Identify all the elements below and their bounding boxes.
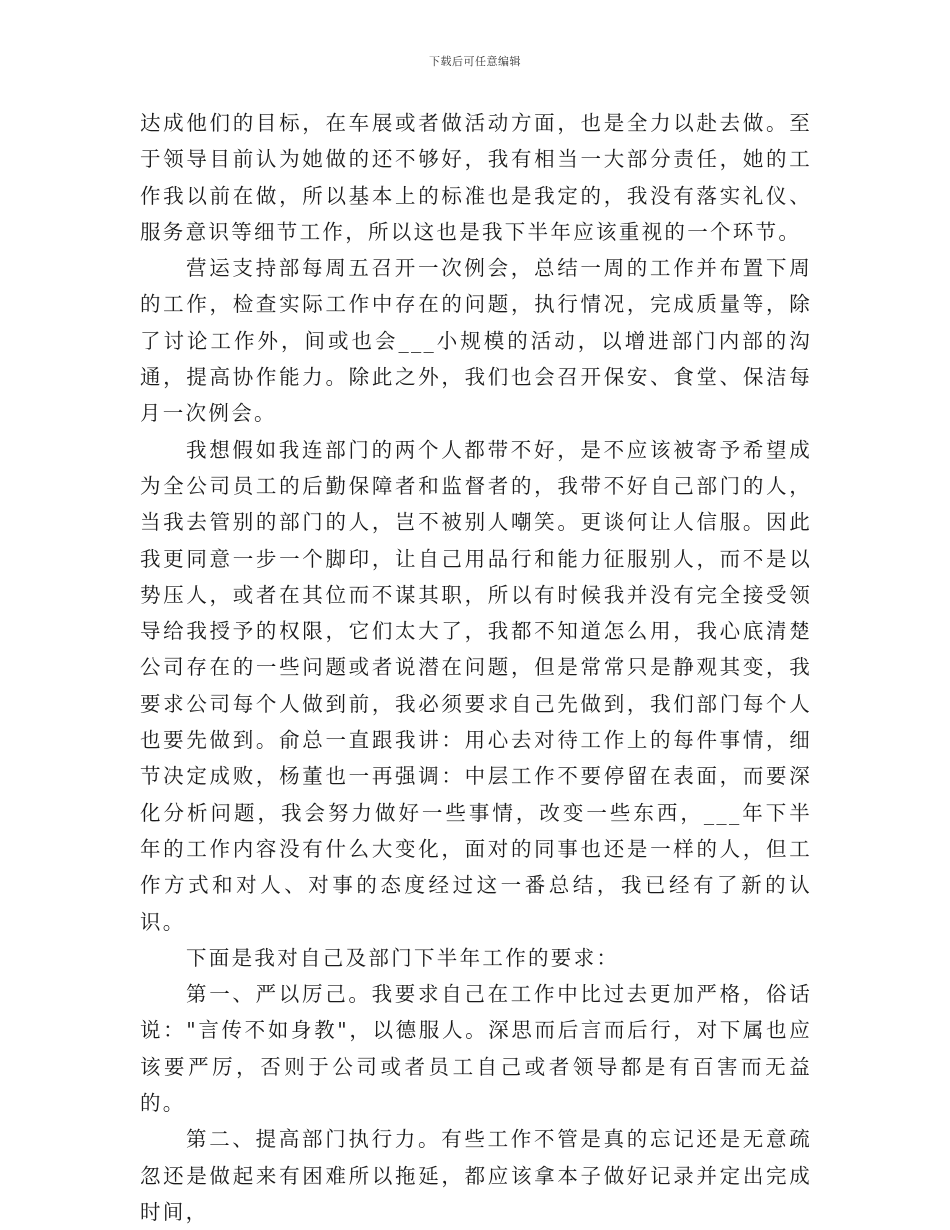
paragraph-5: 第一、严以厉己。我要求自己在工作中比过去更加严格，俗话说："言传不如身教"，以德服人。深思而后言而后行，对下属也应该要严厉，否则于公司或者员工自己或者领导都是有百害而无益的。 — [140, 982, 812, 1116]
page-header: 下载后可任意编辑 — [429, 55, 521, 68]
paragraph-6: 第二、提高部门执行力。有些工作不管是真的忘记还是无意疏忽还是做起来有困难所以拖延，都应该拿本子做好记录并定出完成时间， — [140, 1127, 812, 1224]
paragraph-3: 我想假如我连部门的两个人都带不好，是不应该被寄予希望成为全公司员工的后勤保障者和监督者的，我带不好自己部门的人，当我去管别的部门的人，岂不被别人嘲笑。更谈何让人信服。因此我更同意一步一个脚印，让自己用品行和能力征服别人，而不是以势压人，或者在其位而不谋其职，所以有时候我并没有完全接受领导给我授予的权限，它们太大了，我都不知道怎么用，我心底清楚公司存在的一些问题或者说潜在问题，但是常常只是静观其变，我要求公司每个人做到前，我必须要求自己先做到，我们部门每个人也要先做到。俞总一直跟我讲：用心去对待工作上的每件事情，细节决定成败，杨董也一再强调：中层工作不要停留在表面，而要深化分析问题，我会努力做好一些事情，改变一些东西，___年下半年的工作内容没有什么大变化，面对的同事也还是一样的人，但工作方式和对人、对事的态度经过这一番总结，我已经有了新的认识。 — [140, 437, 812, 934]
paragraph-1: 达成他们的目标，在车展或者做活动方面，也是全力以赴去做。至于领导目前认为她做的还不够好，我有相当一大部分责任，她的工作我以前在做，所以基本上的标准也是我定的，我没有落实礼仪、服务意识等细节工作，所以这也是我下半年应该重视的一个环节。 — [140, 111, 812, 244]
document-body — [140, 105, 812, 1230]
paragraph-2: 营运支持部每周五召开一次例会，总结一周的工作并布置下周的工作，检查实际工作中存在的问题，执行情况，完成质量等，除了讨论工作外，间或也会___小规模的活动，以增进部门内部的沟通，提高协作能力。除此之外，我们也会召开保安、食堂、保洁每月一次例会。 — [140, 256, 812, 426]
paragraph-4: 下面是我对自己及部门下半年工作的要求： — [186, 945, 620, 970]
